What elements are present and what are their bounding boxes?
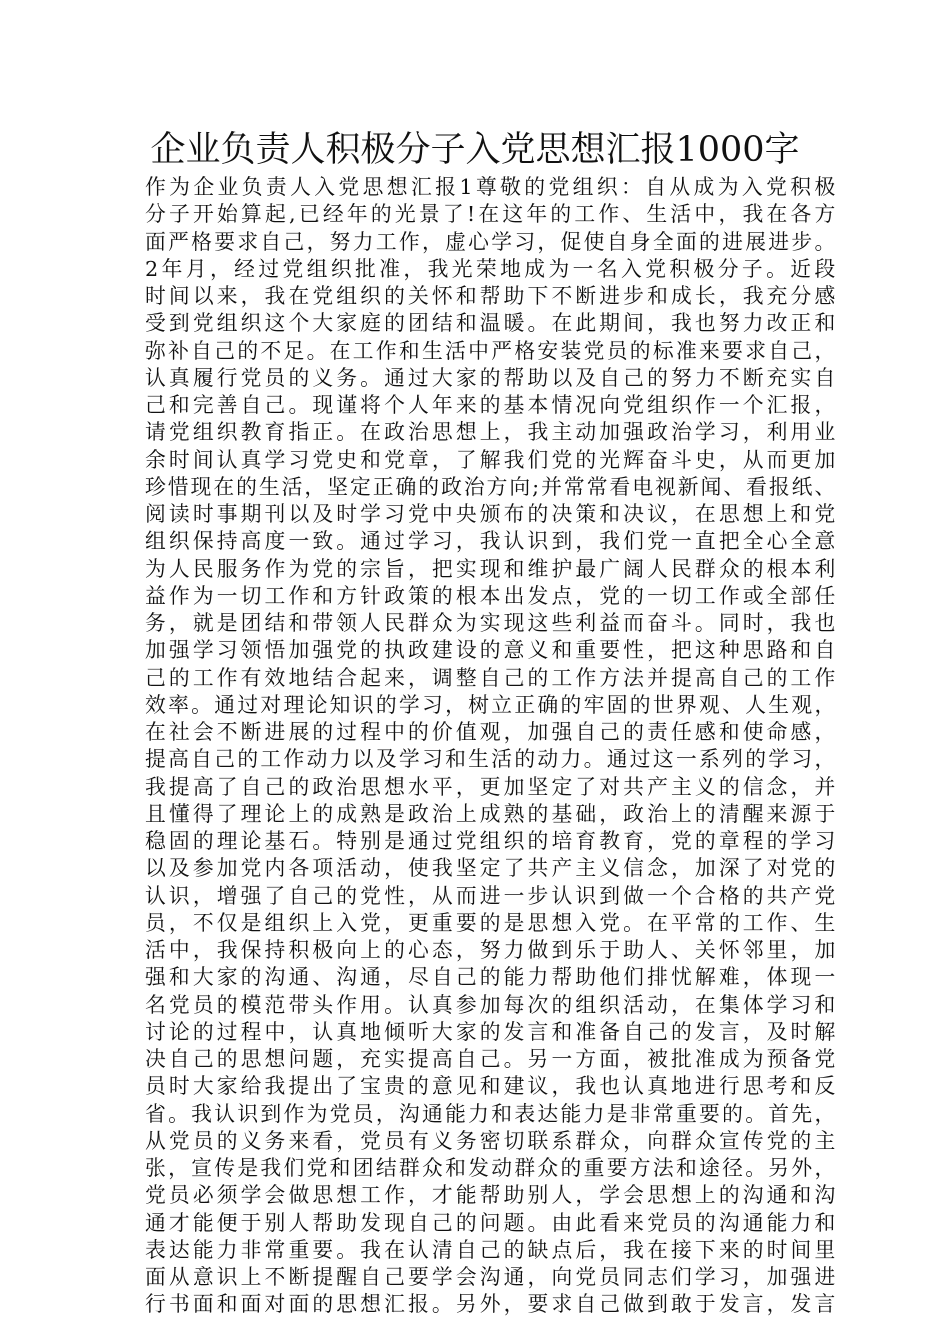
- body-line: 认真履行党员的义务。通过大家的帮助以及自己的努力不断充实自: [145, 365, 835, 390]
- body-line: 从党员的义务来看，党员有义务密切联系群众，向群众宣传党的主: [145, 1128, 835, 1153]
- body-line: 务，就是团结和带领人民群众为实现这些利益而奋斗。同时，我也: [145, 611, 835, 635]
- body-line: 组织保持高度一致。通过学习，我认识到，我们党一直把全心全意: [145, 529, 835, 554]
- body-line: 以及参加党内各项活动，使我坚定了共产主义信念，加深了对党的: [145, 856, 835, 881]
- body-line: 稳固的理论基石。特别是通过党组织的培育教育，党的章程的学习: [145, 829, 835, 853]
- body-line: 在社会不断进展的过程中的价值观，加强自己的责任感和使命感，: [145, 720, 835, 744]
- body-line: 余时间认真学习党史和党章，了解我们党的光辉奋斗史，从而更加: [145, 447, 835, 472]
- body-line: 面严格要求自己，努力工作，虚心学习，促使自身全面的进展进步。: [145, 229, 835, 254]
- body-line: 受到党组织这个大家庭的团结和温暖。在此期间，我也努力改正和: [145, 311, 835, 336]
- body-line: 加强学习领悟加强党的执政建设的意义和重要性，把这种思路和自: [145, 638, 835, 663]
- body-line: 张，宣传是我们党和团结群众和发动群众的重要方法和途径。另外，: [145, 1156, 835, 1180]
- body-line: 提高自己的工作动力以及学习和生活的动力。通过这一系列的学习，: [145, 747, 835, 772]
- body-line: 弥补自己的不足。在工作和生活中严格安装党员的标准来要求自己，: [145, 338, 835, 363]
- body-line: 强和大家的沟通、沟通，尽自己的能力帮助他们排忧解难，体现一: [145, 965, 835, 990]
- document-body: [145, 174, 835, 1319]
- body-line: 表达能力非常重要。我在认清自己的缺点后，我在接下来的时间里: [145, 1237, 835, 1262]
- body-line: 分子开始算起,已经年的光景了!在这年的工作、生活中，我在各方: [145, 202, 835, 227]
- body-line: 行书面和面对面的思想汇报。另外，要求自己做到敢于发言，发言: [145, 1292, 835, 1317]
- body-line: 作为企业负责人入党思想汇报1尊敬的党组织：自从成为入党积极: [145, 175, 835, 199]
- body-line: 阅读时事期刊以及时学习党中央颁布的决策和决议，在思想上和党: [145, 502, 835, 526]
- body-line: 员时大家给我提出了宝贵的意见和建议，我也认真地进行思考和反: [145, 1074, 835, 1099]
- body-line: 讨论的过程中，认真地倾听大家的发言和准备自己的发言，及时解: [145, 1019, 835, 1044]
- body-line: 益作为一切工作和方针政策的根本出发点，党的一切工作或全部任: [145, 583, 835, 608]
- body-line: 员，不仅是组织上入党，更重要的是思想入党。在平常的工作、生: [145, 910, 835, 935]
- body-line: 名党员的模范带头作用。认真参加每次的组织活动，在集体学习和: [145, 992, 835, 1017]
- body-line: 党员必须学会做思想工作，才能帮助别人，学会思想上的沟通和沟: [145, 1183, 835, 1208]
- body-line: 决自己的思想问题，充实提高自己。另一方面，被批准成为预备党: [145, 1047, 835, 1071]
- body-line: 省。我认识到作为党员，沟通能力和表达能力是非常重要的。首先，: [145, 1101, 835, 1126]
- body-line: 我提高了自己的政治思想水平，更加坚定了对共产主义的信念，并: [145, 774, 835, 799]
- body-line: 效率。通过对理论知识的学习，树立正确的牢固的世界观、人生观，: [145, 692, 835, 717]
- document-title: 企业负责人积极分子入党思想汇报1000字: [150, 130, 800, 170]
- body-line: 认识，增强了自己的党性，从而进一步认识到做一个合格的共产党: [145, 883, 835, 908]
- body-line: 为人民服务作为党的宗旨，把实现和维护最广阔人民群众的根本利: [145, 556, 835, 581]
- body-line: 通才能便于别人帮助发现自己的问题。由此看来党员的沟通能力和: [145, 1210, 835, 1235]
- body-line: 2年月，经过党组织批准，我光荣地成为一名入党积极分子。近段: [145, 256, 835, 281]
- body-line: 面从意识上不断提醒自己要学会沟通，向党员同志们学习，加强进: [145, 1265, 835, 1289]
- body-line: 且懂得了理论上的成熟是政治上成熟的基础，政治上的清醒来源于: [145, 801, 835, 826]
- body-line: 己的工作有效地结合起来，调整自己的工作方法并提高自己的工作: [145, 665, 835, 690]
- body-line: 己和完善自己。现谨将个人年来的基本情况向党组织作一个汇报，: [145, 393, 835, 417]
- body-line: 请党组织教育指正。在政治思想上，我主动加强政治学习，利用业: [145, 420, 835, 445]
- body-line: 珍惜现在的生活，坚定正确的政治方向;并常常看电视新闻、看报纸、: [145, 474, 835, 499]
- body-line: 时间以来，我在党组织的关怀和帮助下不断进步和成长，我充分感: [145, 284, 835, 308]
- body-line: 活中，我保持积极向上的心态，努力做到乐于助人、关怀邻里，加: [145, 938, 835, 962]
